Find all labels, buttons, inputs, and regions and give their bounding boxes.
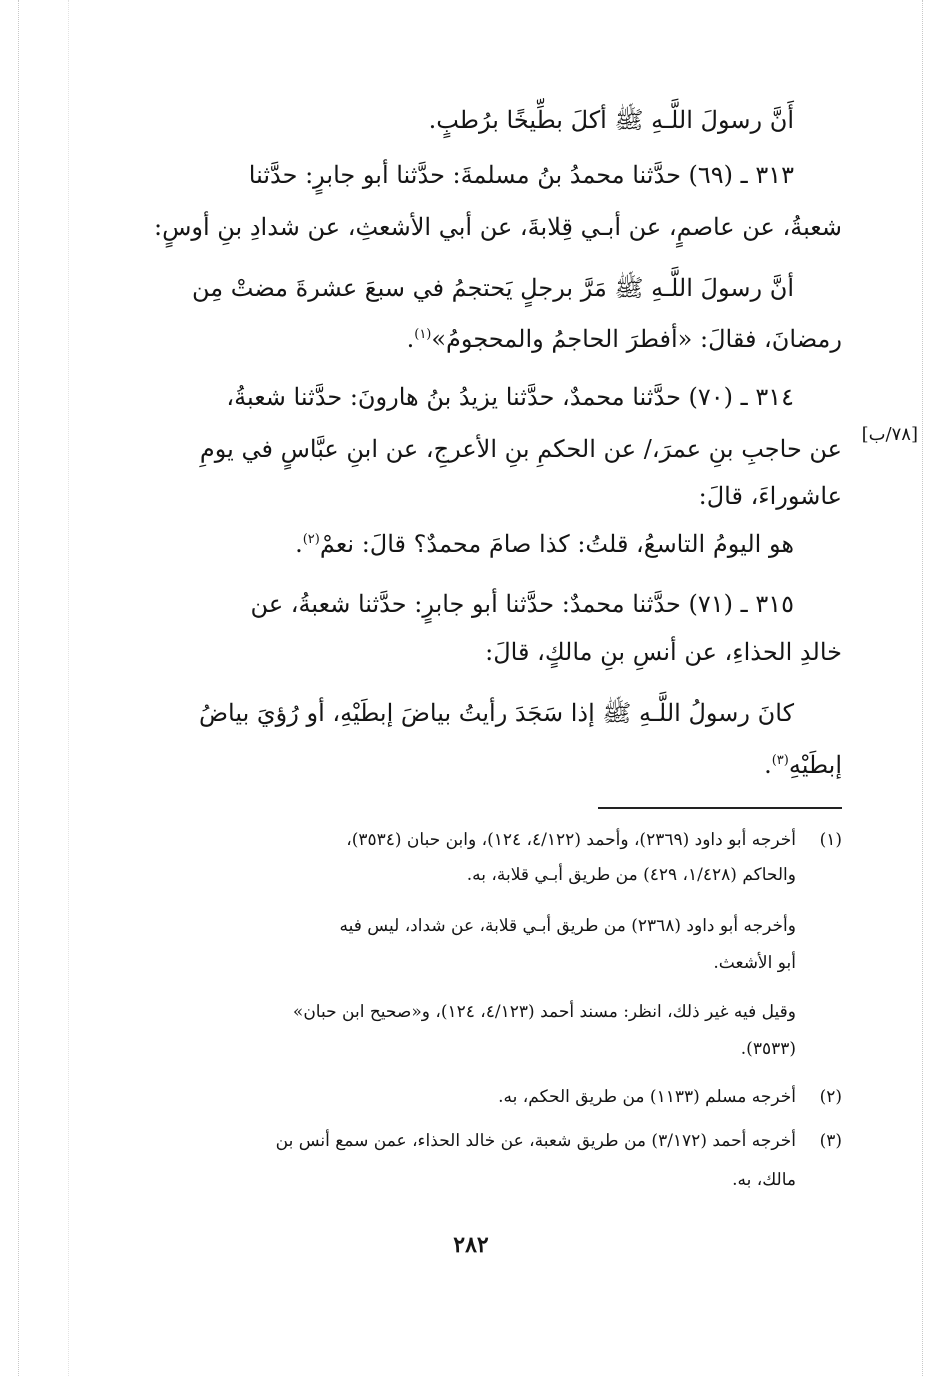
text-line-12: كانَ رسولُ اللَّـهِ ﷺ إذا سَجَدَ رأيتُ بياضَ إبطَيْهِ، أو رُؤيَ بياضُ [199,699,794,727]
hadith-314-line-4 [110,516,842,573]
footnote-1-text-c: وأخرجه أبو داود (٢٣٦٨) من طريق أبـي قلابة، عن شداد، ليس فيه [339,916,796,936]
text-line-9: هو اليومُ التاسعُ، قلتُ: كذا صامَ محمدٌ؟ قالَ: نعمْ [319,530,794,558]
footnote-3-number: (٣) [819,1131,842,1151]
footnote-1-line-1 [110,823,842,858]
footnote-2 [110,1080,842,1115]
text-line-13: إبطَيْهِ [788,751,842,779]
footnote-1-line-3 [110,909,842,944]
text-line-10: ٣١٥ ـ (٧١) حدَّثنا محمدٌ: حدَّثنا أبو جابرٍ: حدَّثنا شعبةُ، عن [250,590,794,618]
hadith-315-line-3 [110,685,842,742]
footnote-ref-1: (١) [414,327,432,342]
text-line-6: ٣١٤ ـ (٧٠) حدَّثنا محمدٌ، حدَّثنا يزيدُ بنُ هارونَ: حدَّثنا شعبةُ، [226,383,794,411]
hadith-315-line-2 [110,624,842,681]
scan-edge-line-right [922,0,923,1376]
footnote-1-line-4 [110,946,842,981]
scan-edge-line-left-inner [68,0,69,1376]
manuscript-folio-marker: [٧٨/ب] [861,424,918,445]
hadith-313-line-1 [110,147,842,204]
hadith-314-line-1 [110,369,842,426]
footnote-1-number: (١) [819,830,842,850]
text-line-3: شعبةُ، عن عاصمٍ، عن أبـي قِلابةَ، عن أبي الأشعثِ، عن شدادِ بنِ أوسٍ: [153,213,842,241]
hadith-313-line-4 [110,311,842,368]
footnote-1-text-b: والحاكم (١/٤٢٨، ٤٢٩) من طريق أبـي قلابة، به. [466,865,796,885]
hadith-text-line [110,92,842,149]
text-line-2: ٣١٣ ـ (٦٩) حدَّثنا محمدُ بنُ مسلمةَ: حدَّثنا أبو جابرٍ: حدَّثنا [248,161,794,189]
text-line-7: عن حاجبِ بنِ عمرَ،/ عن الحكمِ بنِ الأعرجِ، عن ابنِ عبَّاسٍ في يومِ [199,435,842,463]
scan-edge-line-left [18,0,19,1376]
text-line-4: أنَّ رسولَ اللَّـهِ ﷺ مَرَّ برجلٍ يَحتجمُ في سبعَ عشرةَ مضتْ مِن [192,274,794,302]
footnote-2-text: أخرجه مسلم (١١٣٣) من طريق الحكم، به. [498,1087,796,1107]
text-line-8: عاشوراءَ، قالَ: [698,482,842,510]
text-line-13-end: . [764,751,772,779]
footnote-1-text-f: (٣٥٣٣). [740,1039,796,1059]
text-line-5-end: . [406,325,415,353]
footnote-1-line-6 [110,1032,842,1067]
hadith-313-line-2 [110,199,842,256]
footnote-3-text-a: أخرجه أحمد (٣/١٧٢) من طريق شعبة، عن خالد الحذاء، عمن سمع أنس بن [275,1131,796,1151]
footnote-1-text-d: أبو الأشعث. [713,953,796,973]
page-number: ٢٨٢ [453,1232,489,1258]
footnote-1-text-a: أخرجه أبو داود (٢٣٦٩)، وأحمد (٤/١٢٢، ١٢٤)، وابن حبان (٣٥٣٤)، [346,830,796,850]
footnote-3-line-1 [110,1124,842,1159]
footnote-separator [598,807,842,809]
footnote-1-line-2 [110,858,842,893]
hadith-313-line-3 [110,260,842,317]
footnote-ref-2: (٢) [302,532,320,547]
text-line-9-end: . [295,530,303,558]
footnote-3-line-2 [110,1163,842,1198]
text-line-5: رمضانَ، فقالَ: «أفطرَ الحاجمُ والمحجومُ» [431,325,842,353]
footnote-1-text-e: وقيل فيه غير ذلك، انظر: مسند أحمد (٤/١٢٣، ١٢٤)، و«صحيح ابن حبان» [292,1002,796,1022]
hadith-315-line-4 [110,737,842,794]
footnote-ref-3: (٣) [771,753,789,768]
footnote-1-line-5 [110,995,842,1030]
text-line-1: أَنَّ رسولَ اللَّـهِ ﷺ أكلَ بطِّيخًا برُطبٍ. [428,106,794,134]
footnote-3-text-b: مالك، به. [732,1170,796,1190]
footnote-2-number: (٢) [819,1087,842,1107]
text-line-11: خالدِ الحذاءِ، عن أنسِ بنِ مالكٍ، قالَ: [485,638,842,666]
